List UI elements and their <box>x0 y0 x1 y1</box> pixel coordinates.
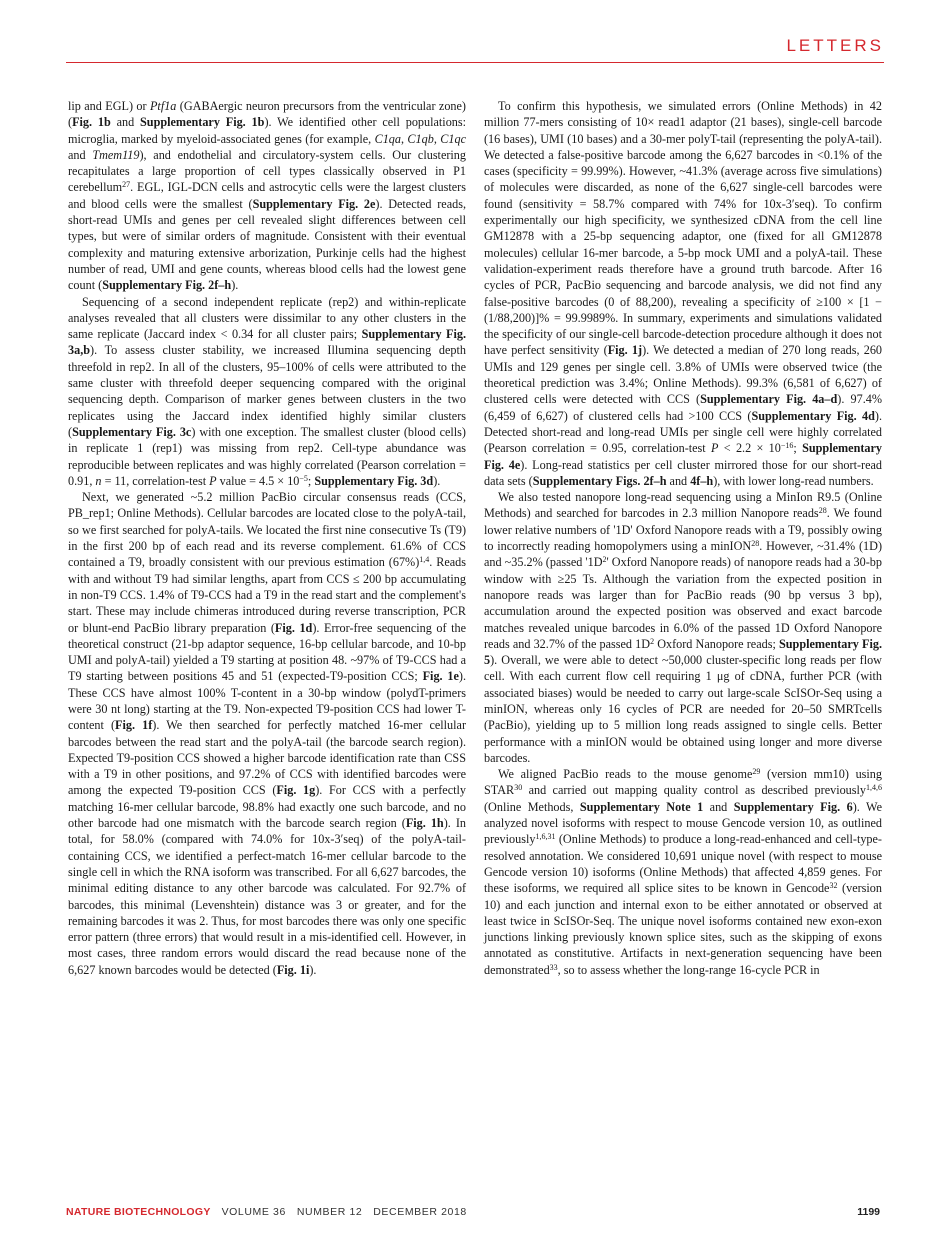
page-number: 1199 <box>857 1206 880 1218</box>
paragraph: We aligned PacBio reads to the mouse genome$^{29}$ (version mm10) using STAR$^{30}$ and carried out mapping quality control as described previously$^{1,4,6}$ (Online Methods, Supplementary Note 1 and Supplementary Fig. 6). We analyzed novel isoforms with respect to mouse Gencode version 10, as outlined previously$^{1,6,31}$ (Online Methods) to produce a long-read-enhanced and cell-type-resolved annotation. We considered 10,691 unique novel (with respect to mouse Gencode version 10) isoforms (Online Methods) that affected 4,859 genes. For these isoforms, we required all splice sites to be known in Gencode$^{32}$ (version 10) and each junction and internal exon to be either annotated or observed at least twice in ScISOr-Seq. The unique novel isoforms contained new exon-exon junctions linking previously known splice sites, such as the skipping of exons annotated as constitutive. Artifacts in next-generation sequencing have been demonstrated$^{33}$, so to assess whether the long-range 16-cycle PCR in <box>484 767 882 977</box>
left-column <box>68 98 466 978</box>
paragraph: Sequencing of a second independent replicate (rep2) and within-replicate analyses revealed that all clusters were dissimilar to any other clusters in the same replicate (Jaccard index < 0.34 for all cluster pairs; Supplementary Fig. 3a,b). To assess cluster stability, we increased Illumina sequencing depth threefold in rep2. In all of the clusters, 95–100% of cells were attributed to the same cluster with threefold deeper sequencing compared with the original sequencing depth. Comparison of marker genes between clusters in the two replicates using the Jaccard index identified highly similar clusters (Supplementary Fig. 3c) with one exception. The smallest cluster (blood cells) in replicate 1 (rep1) was missing from rep2. Cell-type abundance was reproducible between replicates and was highly correlated (Pearson correlation = 0.91, n = 11, correlation-test P value = $4.5 \times 10^{-5}$; Supplementary Fig. 3d). <box>68 294 466 488</box>
paragraph: Next, we generated ~5.2 million PacBio circular consensus reads (CCS, PB_rep1; Online Methods). Cellular barcodes are located close to the polyA-tail, so we first searched for polyA-tails. We located the first nine consecutive Ts (T9) in the first 200 bp of each read and its reverse complement. 61.6% of CCS contained a T9, broadly consistent with our previous estimation $(67\%)^{1,4}$. Reads with and without T9 had similar lengths, apart from CCS ≤ 200 bp accumulating in non-T9 CCS. 1.4% of T9-CCS had a T9 in the read start and the complement's start. These may include chimeras introduced during reverse transcription, PCR or blunt-end PacBio library preparation (Fig. 1d). Error-free sequencing of the theoretical construct (21-bp adaptor sequence, 16-bp cellular barcode, and 10-bp UMI and polyA-tail) yielded a T9 starting at position 48. ~97% of T9-CCS had a T9 starting between positions 45 and 51 (expected-T9-position CCS; Fig. 1e). These CCS have almost 100% T-content in a 30-bp window (polydT-primers were 30 nt long) starting at the T9. Non-expected T9-position CCS had lower T-content (Fig. 1f). We then searched for perfectly matched 16-mer cellular barcodes between the read start and the polyA-tail (the barcode search region). Expected T9-position CCS showed a higher barcode identification rate than CSS with a T9 in other positions, and 97.2% of CCS with identified barcodes were among the expected T9-position CCS (Fig. 1g). For CCS with a perfectly matching 16-mer cellular barcode, 98.8% had exactly one such barcode, and no other barcode had one mismatch with the barcode search region (Fig. 1h). In total, for 58.0% (compared with 74.0% for 10x-3′seq) of the polyA-tail-containing CCS, we identified a perfect-match 16-mer cellular barcode to the single cell in which the RNA isoform was transcribed. For all 6,627 barcodes, the minimal editing distance to any other barcode was calculated. For 92.7% of barcodes, this minimal (Levenshtein) distance was 3 or greater, and for the remaining barcodes it was 2. Thus, for most barcodes there was only one specific error pattern (three errors) that would result in a mis-identified cell. However, in most cases, three random errors would discard the read because none of the 6,627 known barcodes would be detected (Fig. 1i). <box>68 490 467 977</box>
journal-name: NATURE BIOTECHNOLOGY <box>66 1206 211 1218</box>
volume-label: VOLUME 36 <box>221 1206 286 1218</box>
issue-number: NUMBER 12 <box>296 1206 363 1218</box>
right-column <box>484 98 882 978</box>
paragraph: To confirm this hypothesis, we simulated errors (Online Methods) in 42 million 77-mers consisting of 10× read1 adaptor (21 bases), single-cell barcode (16 bases), UMI (10 bases) and a 30-mer polyT-tail (representing the polyA-tail). We detected a false-positive barcode among the 6,627 barcodes in <0.1% of the cases (specificity = 99.99%). However, ~41.3% (average across five simulations) of molecules were discarded, as none of the 6,627 single-cell barcodes were found (sensitivity = 58.7% compared with 74% for 10x-3′seq). To confirm experimentally our high specificity, we synthesized cDNA from the cell line GM12878 with a 25-bp sequencing adaptor, one (fixed for all GM12878 molecules) cellular 16-mer barcode, a 5-bp mock UMI and a polyA-tail. These validation-experiment reads therefore have a ground truth barcode. After 16 cycles of PCR, PacBio sequencing and barcode analysis, we did not find any false-positive barcodes (0 of 88,200), revealing a specificity of ≥100 × [1 − (1/88,200)]% = 99.9989%. In summary, experiments and simulations validated the specificity of our single-cell barcode-detection procedure although it does not have perfect sensitivity (Fig. 1j). We detected a median of 270 long reads, 260 UMIs and 129 genes per single cell. 3.8% of UMIs were observed twice (the theoretical prediction was 3.4%; Online Methods). 99.3% (6,581 of 6,627) of clustered cells were detected with CCS (Supplementary Fig. 4a–d). 97.4% (6,459 of 6,627) of clustered cells had >100 CCS (Supplementary Fig. 4d). Detected short-read and long-read UMIs per single cell were highly correlated (Pearson correlation = 0.95, correlation-test $P < 2.2 \times 10^{-16}$; Supplementary Fig. 4e). Long-read statistics per cell cluster mirrored those for our short-read data sets (Supplementary Figs. 2f–h and 4f–h), with lower long-read numbers. <box>484 99 883 488</box>
page-footer <box>66 1206 884 1218</box>
section-label: LETTERS <box>786 36 884 55</box>
header-rule <box>66 62 884 63</box>
paragraph: We also tested nanopore long-read sequencing using a MinIon R9.5 (Online Methods) and searched for barcodes in 2.3 million Nanopore reads$^{28}$. We found lower relative numbers of '1D' Oxford Nanopore reads with a T9, possibly owing to incorrectly reading homopolymers using a minION$^{28}$. However, ~31.4% (1D) and ~35.2% (passed '$1D^2$' Oxford Nanopore reads) of nanopore reads had a 30-bp window with ≥25 Ts. Although the variation from the expected position in nanopore reads was larger than for PacBio reads (90 bp versus 3 bp), accumulation around the expected position was observed and exact barcode matches revealed unique barcodes in 6.0% of the passed 1D Oxford Nanopore reads and 32.7% of the passed $1D^2$ Oxford Nanopore reads; Supplementary Fig. 5). Overall, we were able to detect ~50,000 cluster-specific long reads per flow cell. With each current flow cell requiring 1 μg of cDNA, further PCR (with associated biases) would be needed to carry out large-scale ScISOr-Seq using a minION, whereas only 16 cycles of PCR are needed for 20–50 SMRTcells (PacBio), yielding up to 5 million long reads assigned to single cells. Better performance with a minION would be obtained using longer and more diverse barcodes. <box>484 490 882 765</box>
issue-date: DECEMBER 2018 <box>373 1206 467 1218</box>
paragraph: lip and EGL) or Ptf1a (GABAergic neuron precursors from the ventricular zone) (Fig. 1b and Supplementary Fig. 1b). We identified other cell populations: microglia, marked by myeloid-associated genes (for example, C1qa, C1qb, C1qc and Tmem119), and endothelial and circulatory-system cells. Our clustering recapitulates a large proportion of cell types classically observed in P1 cerebellum$^{27}$. EGL, IGL-DCN cells and astrocytic cells were the largest clusters and blood cells were the smallest (Supplementary Fig. 2e). Detected reads, short-read UMIs and genes per cell revealed slight differences between cell types, but were of similar orders of magnitude. Consistent with their eventual complexity and maturing extensive arborization, Purkinje cells had the highest number of read, UMI and gene counts, whereas blood cells had the lowest gene count (Supplementary Fig. 2f–h). <box>68 99 467 293</box>
